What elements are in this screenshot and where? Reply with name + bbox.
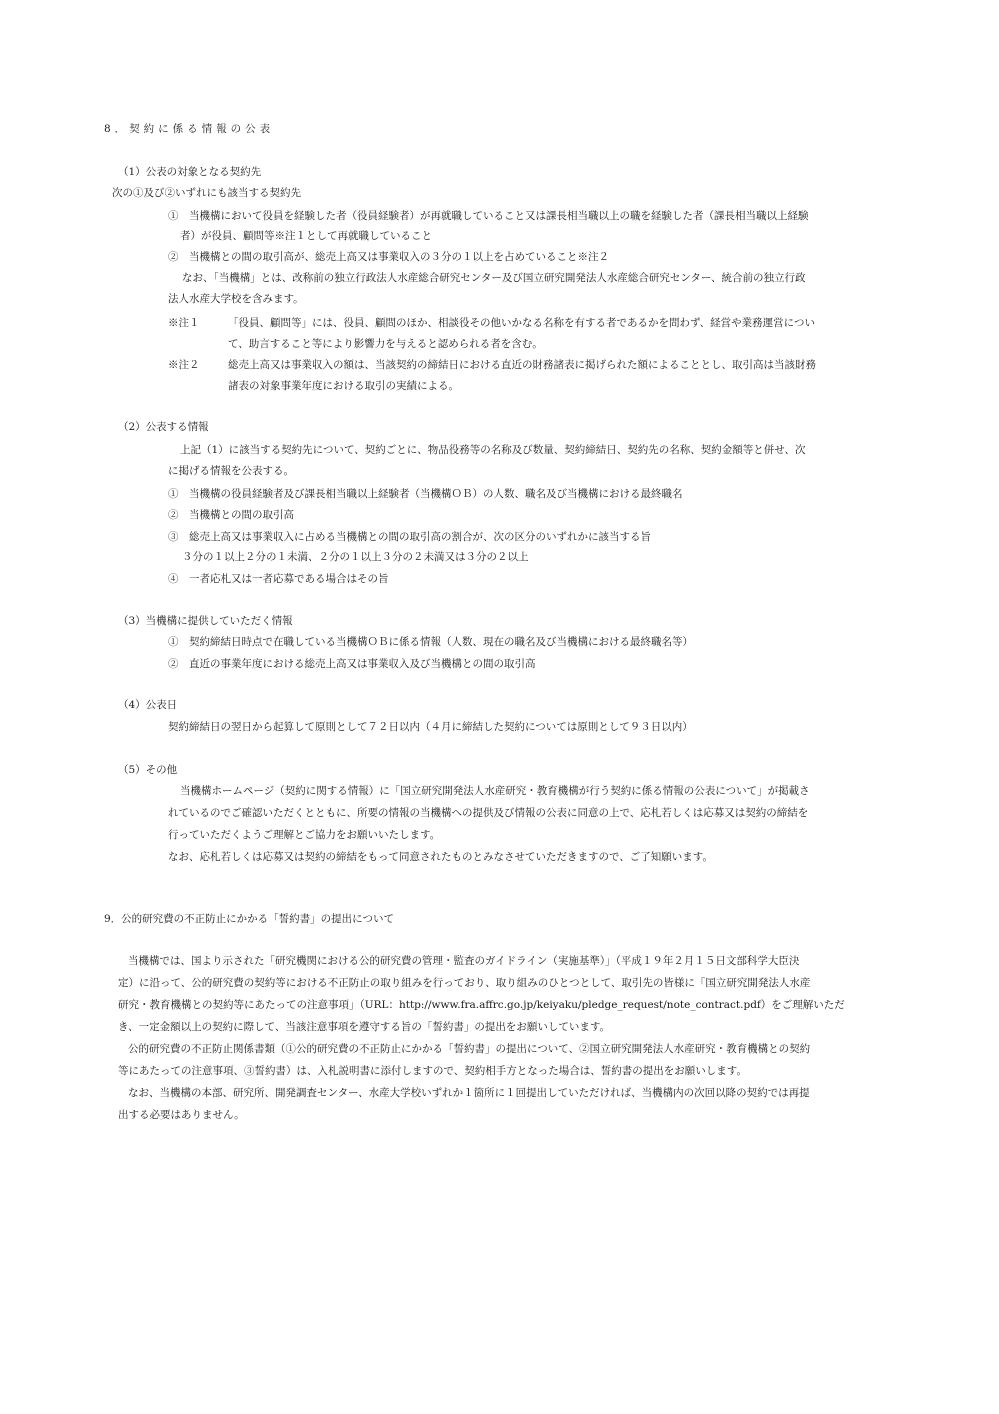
s1-note-line-2: 法人水産大学校を含みます。: [168, 293, 304, 305]
s2-item-3-sub: ３分の１以上２分の１未満、２分の１以上３分の２未満又は３分の２以上: [182, 551, 529, 563]
s9-p1-line-3: 研究・教育機構との契約等にあたっての注意事項」（URL：http://www.fra.affrc.go.jp/keiyaku/pledge_request/note_contract.pdf）をご理解いただ: [118, 999, 845, 1011]
s2-item-4: ④ 一者応札又は一者応募である場合はその旨: [168, 573, 389, 585]
s2-item-1: ① 当機構の役員経験者及び課長相当職以上経験者（当機構ＯＢ）の人数、職名及び当機構における最終職名: [168, 488, 683, 500]
subsection-1-title: （1）公表の対象となる契約先: [118, 166, 262, 178]
s2-item-3: ③ 総売上高又は事業収入に占める当機構との間の取引高の割合が、次の区分のいずれかに該当する旨: [168, 531, 651, 543]
s5-body-line-2: れているのでご確認いただくとともに、所要の情報の当機構への提供及び情報の公表に同意の上で、応札若しくは応募又は契約の締結を: [168, 807, 809, 819]
s5-body-line-1: 当機構ホームページ（契約に関する情報）に「国立研究開発法人水産研究・教育機構が行う契約に係る情報の公表について」が掲載さ: [180, 785, 810, 797]
s9-p2-line-2: 等にあたっての注意事項、③誓約書）は、入札説明書に添付しますので、契約相手方となった場合は、誓約書の提出をお願いします。: [118, 1065, 747, 1077]
s3-item-1: ① 契約締結日時点で在職している当機構ＯＢに係る情報（人数、現在の職名及び当機構における最終職名等）: [168, 636, 693, 648]
footnote-2-line-1: 総売上高又は事業収入の額は、当該契約の締結日における直近の財務諸表に掲げられた額によることとし、取引高は当該財務: [228, 359, 816, 371]
s4-body: 契約締結日の翌日から起算して原則として７２日以内（４月に締結した契約については原則として９３日以内）: [168, 721, 693, 733]
subsection-1-lead: 次の①及び②いずれにも該当する契約先: [112, 187, 301, 199]
s1-note-line-1: なお、「当機構」とは、改称前の独立行政法人水産総合研究センター及び国立研究開発法人水産総合研究センター、統合前の独立行政: [182, 272, 806, 284]
subsection-5-title: （5）その他: [118, 764, 178, 776]
section-9-heading: 9．公的研究費の不正防止にかかる「誓約書」の提出について: [104, 913, 394, 925]
footnote-1-line-2: て、助言すること等により影響力を与えると認められる者を含む。: [228, 338, 543, 350]
subsection-3-title: （3）当機構に提供していただく情報: [118, 615, 293, 627]
s3-item-2: ② 直近の事業年度における総売上高又は事業収入及び当機構との間の取引高: [168, 658, 536, 670]
s9-p1-line-1: 当機構では、国より示された「研究機関における公的研究費の管理・監査のガイドライン（実施基準）」（平成１９年２月１５日文部科学大臣決: [128, 955, 800, 967]
s2-item-2: ② 当機構との間の取引高: [168, 509, 294, 521]
footnote-2-line-2: 諸表の対象事業年度における取引の実績による。: [228, 380, 459, 392]
subsection-4-title: （4）公表日: [118, 699, 178, 711]
section-8-heading: 8．契約に係る情報の公表: [104, 123, 275, 135]
subsection-2-title: （2）公表する情報: [118, 421, 209, 433]
s1-item-1-line-1: ① 当機構において役員を経験した者（役員経験者）が再就職していること又は課長相当職以上の職を経験した者（課長相当職以上経験: [168, 210, 809, 222]
footnote-2-label: ※注２: [168, 359, 200, 371]
s2-body-line-2: に掲げる情報を公表する。: [168, 465, 294, 477]
s5-body-line-4: なお、応札若しくは応募又は契約の締結をもって同意されたものとみなさせていただきますので、ご了知願います。: [168, 851, 713, 863]
s9-p2-line-1: 公的研究費の不正防止関係書類（①公的研究費の不正防止にかかる「誓約書」の提出について、②国立研究開発法人水産研究・教育機構との契約: [128, 1043, 811, 1055]
s1-item-2: ② 当機構との間の取引高が、総売上高又は事業収入の３分の１以上を占めていること※注２: [168, 251, 609, 263]
s9-p3-line-1: なお、当機構の本部、研究所、開発調査センター、水産大学校いずれか１箇所に１回提出していただければ、当機構内の次回以降の契約では再提: [128, 1087, 810, 1099]
s5-body-line-3: 行っていただくようご理解とご協力をお願いいたします。: [168, 829, 441, 841]
s9-p1-line-2: 定）に沿って、公的研究費の契約等における不正防止の取り組みを行っており、取り組みのひとつとして、取引先の皆様に「国立研究開発法人水産: [118, 977, 811, 989]
s1-item-1-line-2: 者）が役員、顧問等※注１として再就職していること: [180, 230, 432, 242]
s2-body-line-1: 上記（1）に該当する契約先について、契約ごとに、物品役務等の名称及び数量、契約締結日、契約先の名称、契約金額等と併せ、次: [180, 444, 806, 456]
s9-p1-line-4: き、一定金額以上の契約に際して、当該注意事項を遵守する旨の「誓約書」の提出をお願いしています。: [118, 1021, 611, 1033]
footnote-1-label: ※注１: [168, 317, 200, 329]
s9-p3-line-2: 出する必要はありません。: [118, 1109, 245, 1121]
footnote-1-line-1: 「役員、顧問等」には、役員、顧問のほか、相談役その他いかなる名称を有する者であるかを問わず、経営や業務運営につい: [228, 317, 815, 329]
